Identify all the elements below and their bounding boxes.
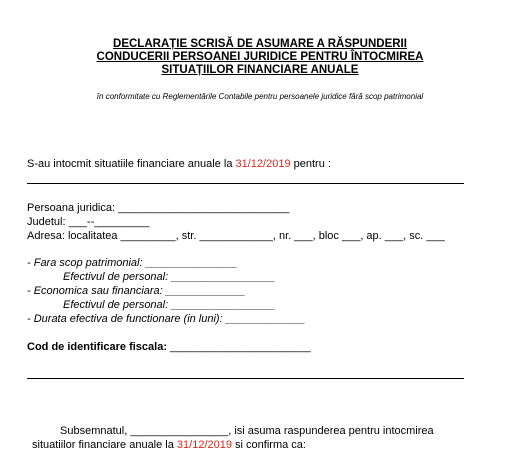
fara-scop-field[interactable]: - Fara scop patrimonial: _______________ [27,257,238,269]
intro-suffix: pentru : [290,158,331,170]
statement-line-2 [32,439,306,452]
cif-label: Cod de identificare fiscala: [27,341,167,353]
document-title [0,38,520,77]
cif-line [27,341,311,354]
intro-date: 31/12/2019 [235,158,291,170]
statement-date: 31/12/2019 [176,439,232,451]
document-subtitle: în conformitate cu Reglementările Contabile pentru persoanele juridice fără scop patrimonial [96,92,424,101]
statement-line-1: Subsemnatul, ________________, isi asuma raspunderea pentru intocmirea [60,425,434,437]
divider-line-1 [27,183,464,184]
judetul-field[interactable]: Judetul: ___--_________ [27,216,150,228]
durata-field[interactable]: - Durata efectiva de functionare (in luni): _____________ [27,313,306,325]
statement-prefix: situatiilor financiare anuale la [32,439,177,451]
efectiv-personal-field-2[interactable]: Efectivul de personal: _________________ [63,299,276,311]
statement-suffix: si confirma ca: [231,439,306,451]
efectiv-personal-field-1[interactable]: Efectivul de personal: _________________ [63,271,276,283]
divider-line-2 [27,378,464,379]
intro-prefix: S-au intocmit situatiile financiare anuale la [27,158,236,170]
intro-line [27,158,331,171]
economica-field[interactable]: - Economica sau financiara: _____________ [27,285,246,297]
title-line-2: CONDUCERII PERSOANEI JURIDICE PENTRU ÎNTOCMIREA [96,51,424,63]
cif-field[interactable]: _______________________ [166,341,311,353]
title-line-1: DECLARAȚIE SCRISĂ DE ASUMARE A RĂSPUNDERII [113,38,407,50]
persoana-juridica-field[interactable]: Persoana juridica: ____________________________ [27,202,290,214]
title-line-3: SITUAȚIILOR FINANCIARE ANUALE [161,64,359,76]
adresa-field[interactable]: Adresa: localitatea _________, str. ____________, nr. ___, bloc ___, ap. ___, sc. ___ [27,230,445,242]
